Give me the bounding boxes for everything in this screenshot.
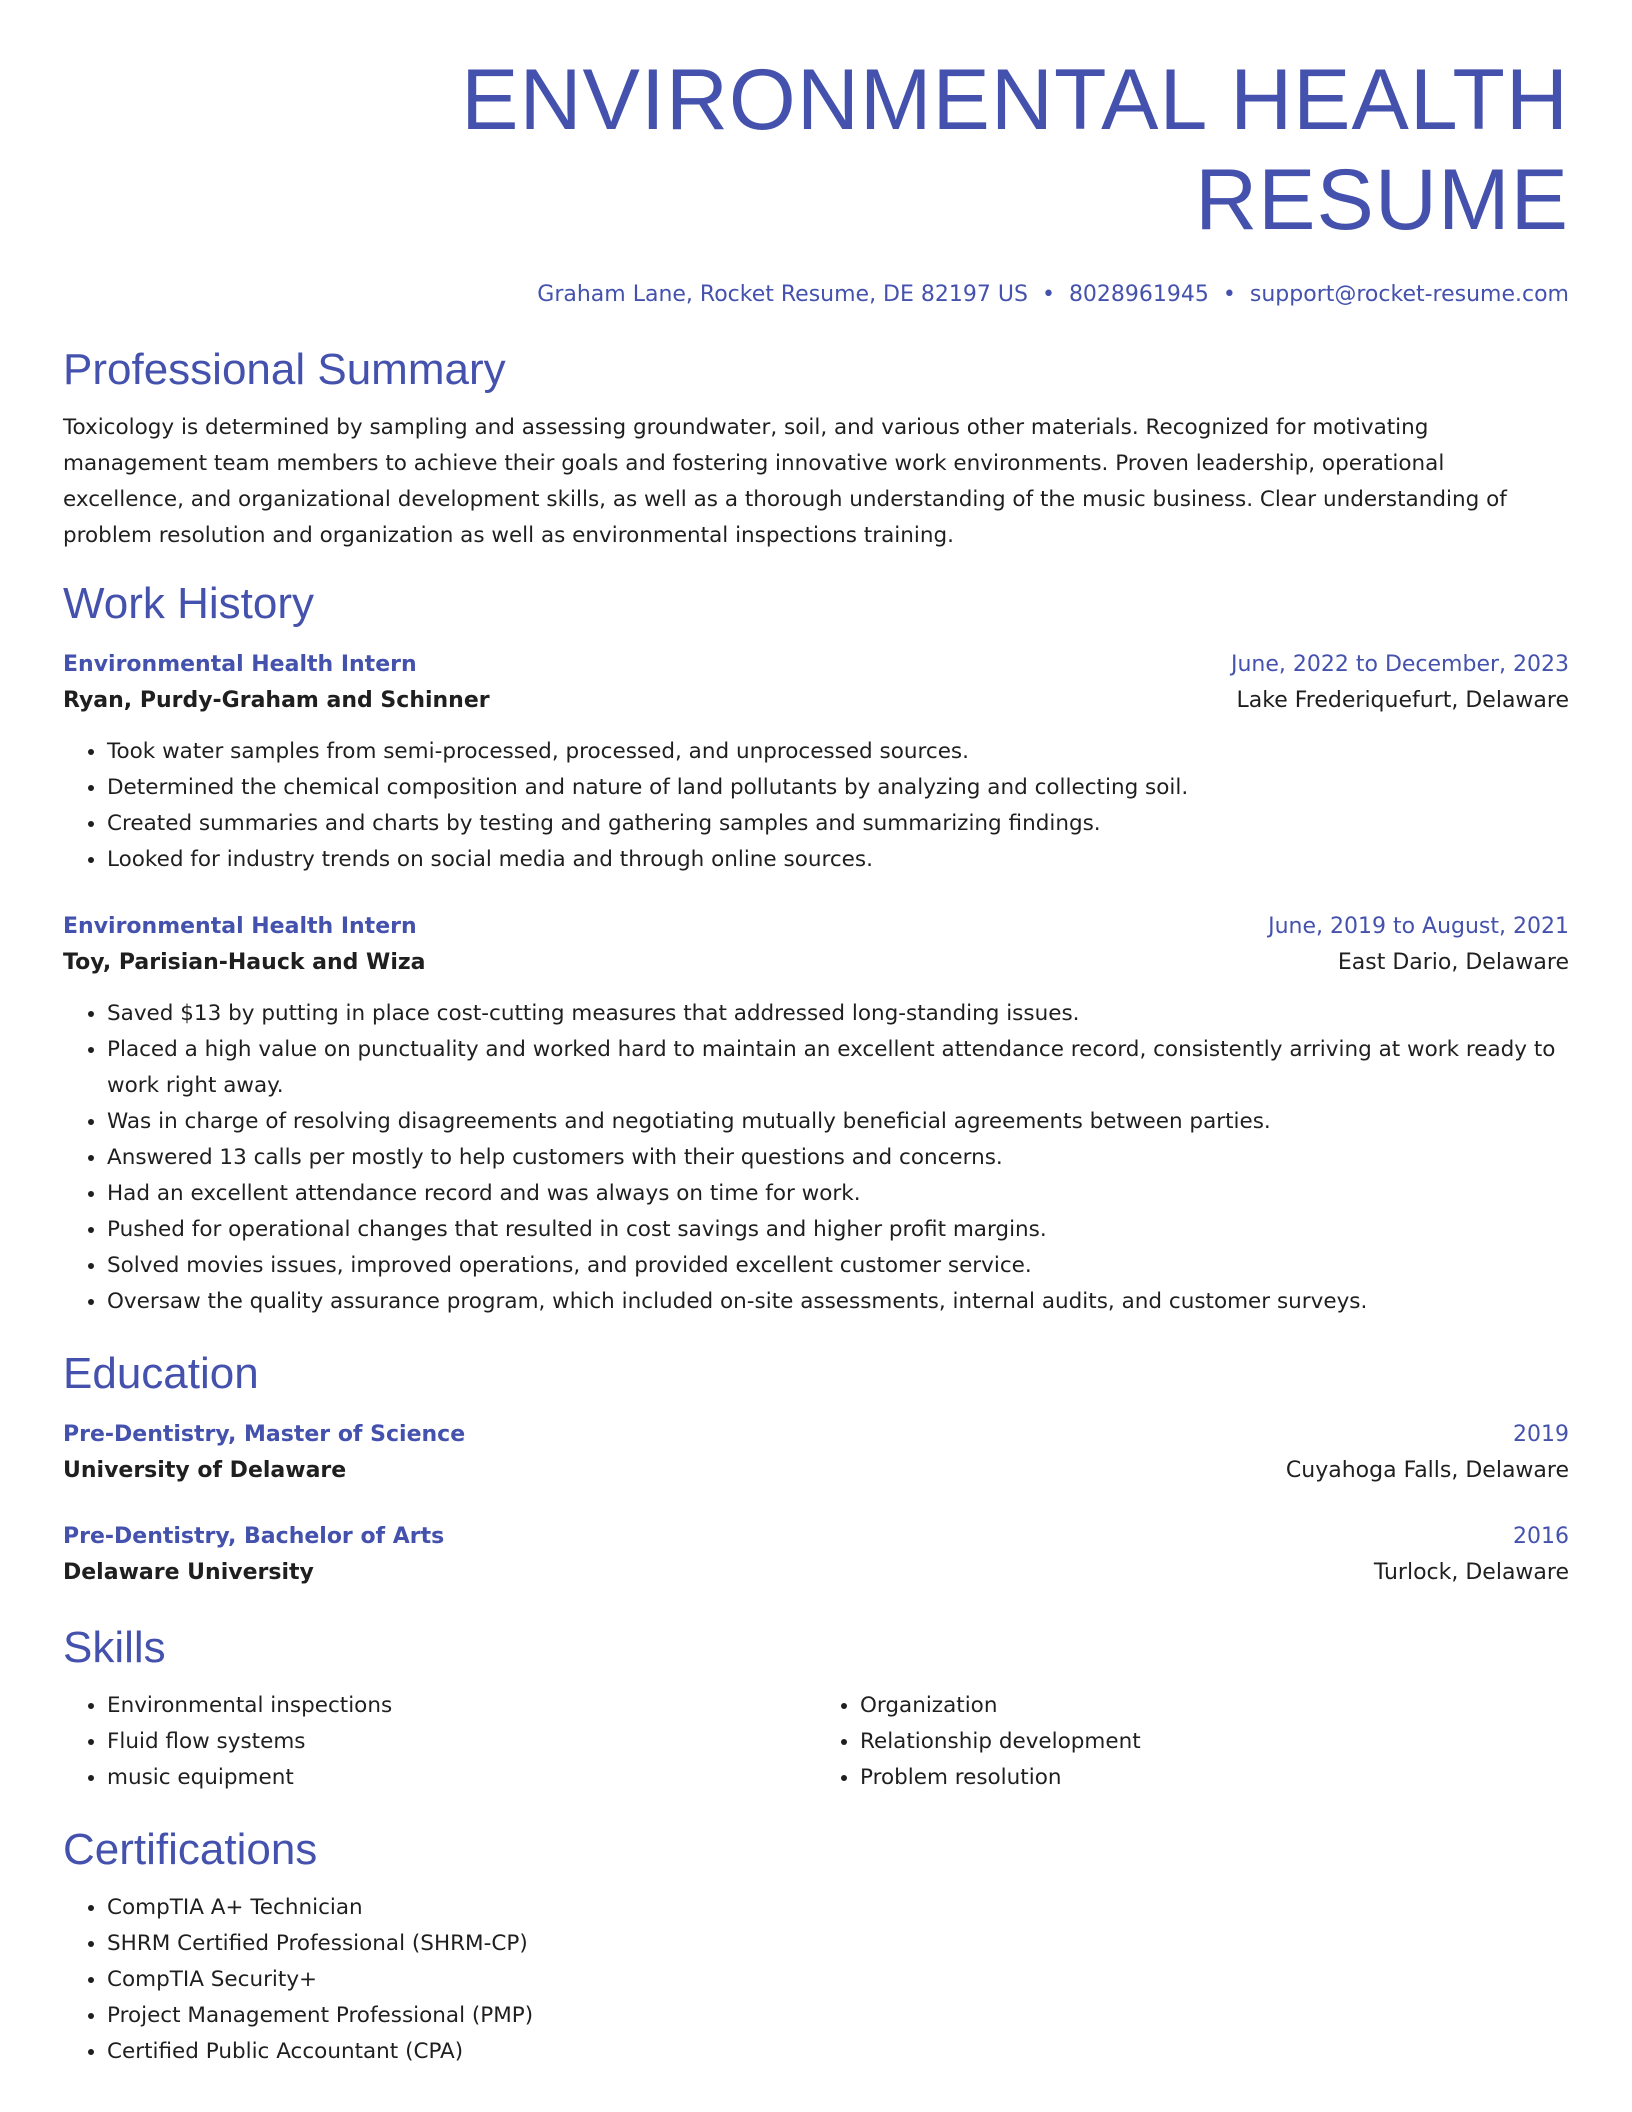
job-duty: • Oversaw the quality assurance program, which included on-site assessments, internal audits, and customer surveys. [107, 1284, 1569, 1320]
skills-grid [63, 1688, 1569, 1796]
education-section [63, 1348, 1569, 1592]
skill-item: • Fluid flow systems [107, 1724, 816, 1760]
certification-item: • Project Management Professional (PMP) [107, 1998, 1569, 2034]
section-title-summary: Professional Summary [63, 345, 506, 394]
job-entry [63, 910, 1569, 1320]
degree-title: Pre-Dentistry, Master of Science [63, 1422, 466, 1447]
degree-title: Pre-Dentistry, Bachelor of Arts [63, 1524, 445, 1549]
job-dates: June, 2022 to December, 2023 [1230, 652, 1569, 677]
job-duty: • Had an excellent attendance record and was always on time for work. [107, 1176, 1569, 1212]
job-duty: • Answered 13 calls per mostly to help customers with their questions and concerns. [107, 1140, 1569, 1176]
skill-item: • Organization [860, 1688, 1569, 1724]
section-title-work-history: Work History [63, 579, 314, 628]
job-company: Ryan, Purdy-Graham and Schinner [63, 688, 490, 713]
job-dates: June, 2019 to August, 2021 [1268, 914, 1569, 939]
job-location: East Dario, Delaware [1337, 950, 1569, 975]
school-location: Cuyahoga Falls, Delaware [1285, 1458, 1569, 1483]
job-duty: • Placed a high value on punctuality and worked hard to maintain an excellent attendance record, consistently arriving at work ready to work right away. [107, 1032, 1569, 1104]
work-history-section [63, 578, 1569, 1320]
contact-separator: • [1222, 282, 1236, 307]
job-duty: • Was in charge of resolving disagreements and negotiating mutually beneficial agreements between parties. [107, 1104, 1569, 1140]
section-title-skills: Skills [63, 1623, 166, 1672]
skills-column-left [63, 1688, 816, 1796]
resume-title: ENVIRONMENTAL HEALTH RESUME [461, 52, 1569, 248]
section-title-certifications: Certifications [63, 1825, 318, 1874]
contact-separator: • [1041, 282, 1055, 307]
skill-item: • Environmental inspections [107, 1688, 816, 1724]
job-duty: • Saved $13 by putting in place cost-cutting measures that addressed long-standing issues. [107, 996, 1569, 1032]
summary-section [63, 344, 1569, 554]
contact-address: Graham Lane, Rocket Resume, DE 82197 US [537, 282, 1028, 307]
job-duty: • Took water samples from semi-processed, processed, and unprocessed sources. [107, 734, 1569, 770]
degree-year: 2016 [1513, 1524, 1569, 1549]
skill-item: • Relationship development [860, 1724, 1569, 1760]
school-name: Delaware University [63, 1560, 314, 1585]
certification-item: • SHRM Certified Professional (SHRM-CP) [107, 1926, 1569, 1962]
job-duties-list [63, 996, 1569, 1320]
job-title: Environmental Health Intern [63, 652, 417, 677]
job-company: Toy, Parisian-Hauck and Wiza [63, 950, 426, 975]
school-name: University of Delaware [63, 1458, 347, 1483]
degree-year: 2019 [1513, 1422, 1569, 1447]
certifications-list [63, 1890, 1569, 2070]
skill-item: • Problem resolution [860, 1760, 1569, 1796]
job-duty: • Looked for industry trends on social media and through online sources. [107, 842, 1569, 878]
contact-phone: 8028961945 [1068, 282, 1209, 307]
skills-list [63, 1688, 816, 1796]
certifications-section [63, 1824, 1569, 2070]
education-entry [63, 1520, 1569, 1592]
resume-header [63, 0, 1569, 310]
skill-item: • music equipment [107, 1760, 816, 1796]
job-duty: • Created summaries and charts by testing and gathering samples and summarizing findings. [107, 806, 1569, 842]
skills-list [816, 1688, 1569, 1796]
certification-item: • Certified Public Accountant (CPA) [107, 2034, 1569, 2070]
summary-text: Toxicology is determined by sampling and assessing groundwater, soil, and various other materials. Recognized for motivating management team members to achieve their goals and fostering innovative work environments. Proven leadership, operational excellence, and organizational development skills, as well as a thorough understanding of the music business. Clear understanding of problem resolution and organization as well as environmental inspections training. [63, 415, 1507, 548]
section-title-education: Education [63, 1349, 259, 1398]
school-location: Turlock, Delaware [1373, 1560, 1569, 1585]
job-duty: • Solved movies issues, improved operations, and provided excellent customer service. [107, 1248, 1569, 1284]
job-title: Environmental Health Intern [63, 914, 417, 939]
job-location: Lake Frederiquefurt, Delaware [1236, 688, 1569, 713]
skills-section [63, 1622, 1569, 1796]
contact-line [63, 280, 1569, 310]
education-entry [63, 1418, 1569, 1490]
skills-column-right [816, 1688, 1569, 1796]
contact-email: support@rocket-resume.com [1249, 282, 1569, 307]
job-duty: • Determined the chemical composition and nature of land pollutants by analyzing and collecting soil. [107, 770, 1569, 806]
certification-item: • CompTIA A+ Technician [107, 1890, 1569, 1926]
job-entry [63, 648, 1569, 878]
job-duty: • Pushed for operational changes that resulted in cost savings and higher profit margins. [107, 1212, 1569, 1248]
certification-item: • CompTIA Security+ [107, 1962, 1569, 1998]
job-duties-list [63, 734, 1569, 878]
